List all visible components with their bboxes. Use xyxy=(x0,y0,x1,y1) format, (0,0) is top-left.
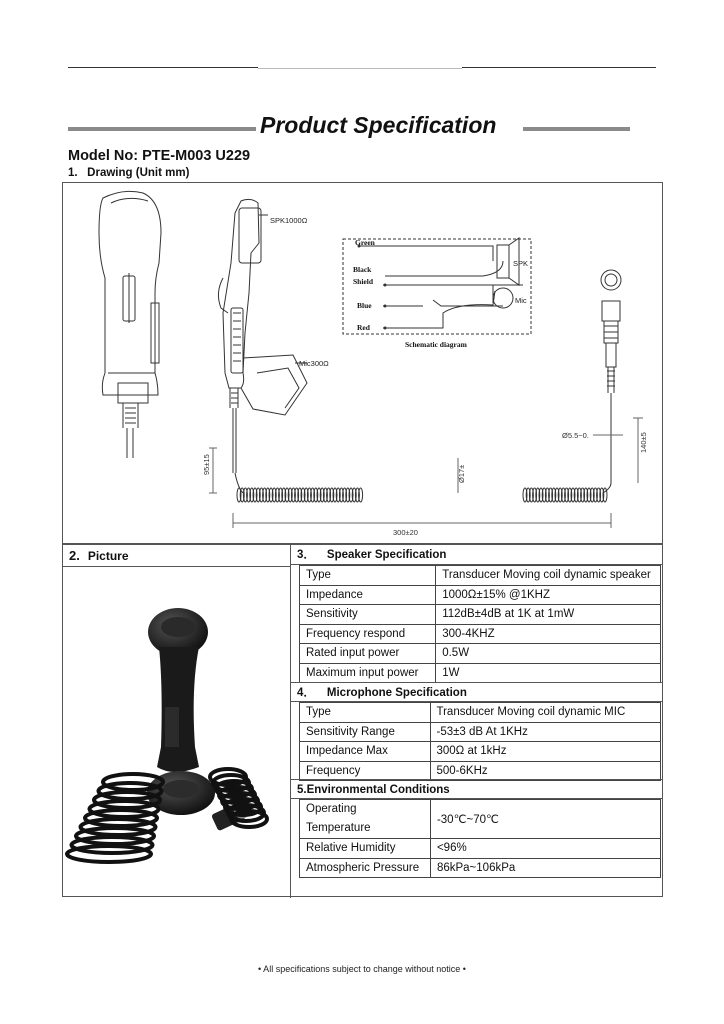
handset-photo xyxy=(63,567,289,897)
mic-spec-value: -53±3 dB At 1KHz xyxy=(430,722,661,742)
spec-table xyxy=(62,544,663,897)
label-schematic-spk: SPK xyxy=(513,259,529,268)
picture-heading-label: Picture xyxy=(87,549,129,563)
top-rule-mid xyxy=(258,68,462,69)
dim-95: 95±15 xyxy=(202,454,211,475)
speaker-spec-value: 1W xyxy=(436,663,661,683)
speaker-spec-row xyxy=(300,644,661,664)
mic-spec-row xyxy=(300,742,661,762)
mic-spec-label: Sensitivity Range xyxy=(300,722,431,742)
env-spec-heading: 5.Environmental Conditions xyxy=(291,779,662,799)
label-schematic-mic: Mic xyxy=(515,296,527,305)
coil-cord-right xyxy=(523,488,607,502)
speaker-spec-heading xyxy=(291,545,662,565)
label-schematic-caption: Schematic diagram xyxy=(405,340,467,349)
mic-spec-row xyxy=(300,703,661,723)
speaker-spec-row xyxy=(300,566,661,586)
speaker-spec-label: Rated input power xyxy=(300,644,436,664)
dim-140: 140±5 xyxy=(639,432,648,453)
title-bar-left xyxy=(68,127,256,131)
mic-spec-value: Transducer Moving coil dynamic MIC xyxy=(430,703,661,723)
env-operating-line2: Temperature xyxy=(306,822,371,834)
speaker-spec-value: 112dB±4dB at 1K at 1mW xyxy=(436,605,661,625)
speaker-spec-value: 0.5W xyxy=(436,644,661,664)
mic-spec-row xyxy=(300,761,661,781)
label-blue: Blue xyxy=(357,301,372,310)
technical-drawing xyxy=(63,183,664,545)
label-shield: Shield xyxy=(353,277,374,286)
drawing-box xyxy=(62,182,663,544)
speaker-spec-value: 300-4KHZ xyxy=(436,624,661,644)
picture-cell xyxy=(63,567,291,898)
mic-spec-row xyxy=(300,722,661,742)
picture-heading xyxy=(63,545,291,567)
speaker-spec-title: Speaker Specification xyxy=(326,549,447,561)
mic-spec-label: Frequency xyxy=(300,761,431,781)
env-spec-row xyxy=(300,858,661,878)
env-spec-row xyxy=(300,839,661,859)
dim-300: 300±20 xyxy=(393,528,418,537)
mic-spec-heading xyxy=(291,682,662,702)
mic-spec-value: 500-6KHz xyxy=(430,761,661,781)
env-row-operating xyxy=(300,800,661,839)
speaker-spec-row xyxy=(300,585,661,605)
top-rule-right xyxy=(462,67,656,68)
title-block xyxy=(68,112,630,142)
speaker-spec-row xyxy=(300,663,661,683)
speaker-spec-table xyxy=(299,565,661,683)
speaker-spec-row xyxy=(300,605,661,625)
picture-heading-num: 2. xyxy=(69,548,80,563)
label-black: Black xyxy=(353,265,372,274)
coil-cord-left xyxy=(237,488,363,502)
dim-5: Ø5.5~0. xyxy=(562,431,589,440)
env-operating-label xyxy=(300,800,431,839)
speaker-spec-value: 1000Ω±15% @1KHZ xyxy=(436,585,661,605)
speaker-spec-label: Frequency respond xyxy=(300,624,436,644)
mic-spec-table xyxy=(299,702,661,781)
model-number: Model No: PTE-M003 U229 xyxy=(68,148,251,164)
footer-note: • All specifications subject to change without notice • xyxy=(258,964,466,974)
env-operating-line1: Operating xyxy=(306,803,357,815)
speaker-spec-value: Transducer Moving coil dynamic speaker xyxy=(436,566,661,586)
env-spec-value: 86kPa~106kPa xyxy=(430,858,660,878)
mic-spec-label: Type xyxy=(300,703,431,723)
speaker-spec-label: Type xyxy=(300,566,436,586)
env-spec-label: Relative Humidity xyxy=(300,839,431,859)
mic-spec-num: 4． xyxy=(297,687,315,699)
top-rule-left xyxy=(68,67,258,68)
mic-spec-value: 300Ω at 1kHz xyxy=(430,742,661,762)
env-operating-value: -30℃~70℃ xyxy=(430,800,660,839)
speaker-spec-label: Maximum input power xyxy=(300,663,436,683)
title-bar-right xyxy=(523,127,630,131)
label-green: Green xyxy=(355,238,375,247)
speaker-spec-num: 3． xyxy=(297,549,315,561)
spec-column xyxy=(291,545,662,896)
mic-spec-title: Microphone Specification xyxy=(326,687,467,699)
speaker-spec-row xyxy=(300,624,661,644)
section-drawing-heading: 1. Drawing (Unit mm) xyxy=(68,167,190,179)
env-spec-value: <96% xyxy=(430,839,660,859)
env-spec-label: Atmospheric Pressure xyxy=(300,858,431,878)
label-mic: Mic300Ω xyxy=(299,359,329,368)
label-spk: SPK1000Ω xyxy=(270,216,308,225)
env-spec-table xyxy=(299,799,661,878)
mic-spec-label: Impedance Max xyxy=(300,742,431,762)
page-title: Product Specification xyxy=(260,112,497,138)
speaker-spec-label: Sensitivity xyxy=(300,605,436,625)
label-red: Red xyxy=(357,323,370,332)
speaker-spec-label: Impedance xyxy=(300,585,436,605)
dim-17: Ø17± xyxy=(457,464,466,483)
